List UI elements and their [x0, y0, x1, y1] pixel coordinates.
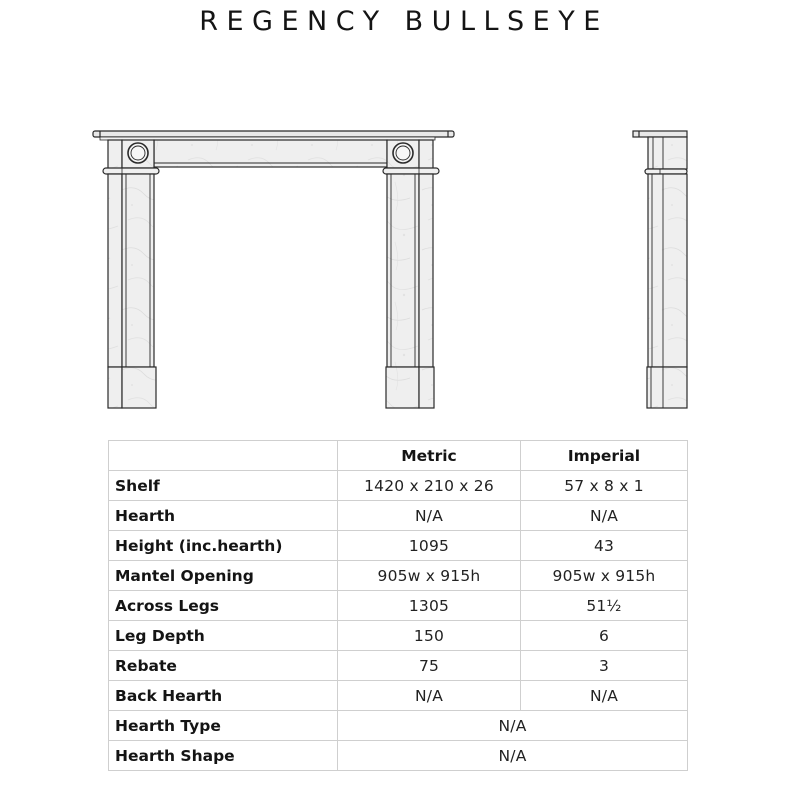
imperial-value: N/A [521, 501, 688, 531]
side-elevation [633, 131, 687, 408]
row-label: Hearth [109, 501, 338, 531]
row-label: Height (inc.hearth) [109, 531, 338, 561]
imperial-value: 3 [521, 651, 688, 681]
table-row-leg-depth [109, 621, 688, 651]
imperial-value: 43 [521, 531, 688, 561]
table-row-rebate [109, 651, 688, 681]
metric-value: 150 [338, 621, 521, 651]
row-label: Across Legs [109, 591, 338, 621]
header-imperial: Imperial [521, 441, 688, 471]
metric-value: N/A [338, 501, 521, 531]
imperial-value: 6 [521, 621, 688, 651]
row-label: Rebate [109, 651, 338, 681]
table-row-hearth-shape [109, 741, 688, 771]
table-row-height [109, 531, 688, 561]
table-row-back-hearth [109, 681, 688, 711]
front-elevation [93, 131, 454, 408]
merged-value: N/A [338, 741, 688, 771]
table-row-across-legs [109, 591, 688, 621]
header-metric: Metric [338, 441, 521, 471]
page-title: REGENCY BULLSEYE [199, 6, 609, 37]
imperial-value: 51½ [521, 591, 688, 621]
table-row-hearth [109, 501, 688, 531]
row-label: Back Hearth [109, 681, 338, 711]
metric-value: 1095 [338, 531, 521, 561]
row-label: Mantel Opening [109, 561, 338, 591]
table-header-row [109, 441, 688, 471]
row-label: Shelf [109, 471, 338, 501]
imperial-value: 905w x 915h [521, 561, 688, 591]
imperial-value: 57 x 8 x 1 [521, 471, 688, 501]
table-row-mantel-opening [109, 561, 688, 591]
spec-table [108, 440, 688, 771]
imperial-value: N/A [521, 681, 688, 711]
table-row-shelf [109, 471, 688, 501]
metric-value: 905w x 915h [338, 561, 521, 591]
header-blank [109, 441, 338, 471]
merged-value: N/A [338, 711, 688, 741]
table-row-hearth-type [109, 711, 688, 741]
row-label: Hearth Shape [109, 741, 338, 771]
metric-value: 1305 [338, 591, 521, 621]
row-label: Leg Depth [109, 621, 338, 651]
metric-value: 1420 x 210 x 26 [338, 471, 521, 501]
metric-value: N/A [338, 681, 521, 711]
row-label: Hearth Type [109, 711, 338, 741]
metric-value: 75 [338, 651, 521, 681]
